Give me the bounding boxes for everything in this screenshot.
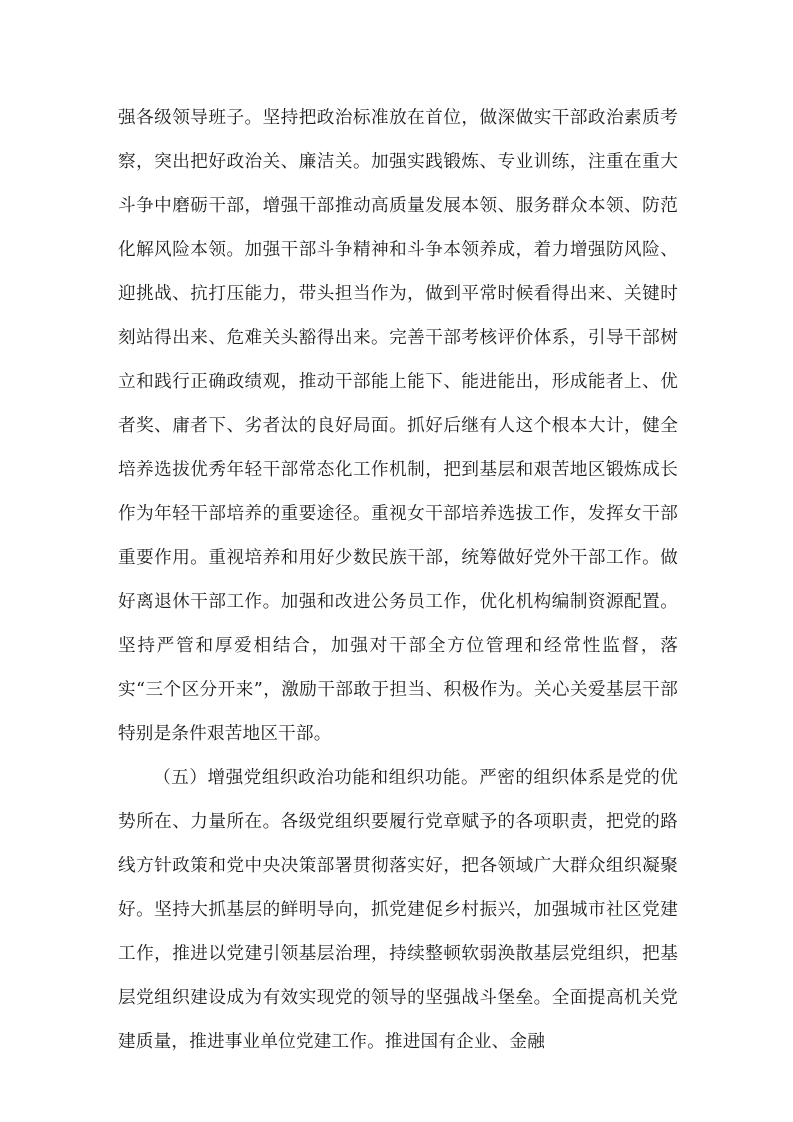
page-content: [118, 96, 678, 1064]
body-paragraph-1: 强各级领导班子。坚持把政治标准放在首位，做深做实干部政治素质考察，突出把好政治关、廉洁关。加强实践锻炼、专业训练，注重在重大斗争中磨砺干部，增强干部推动高质量发展本领、服务群众本领、防范化解风险本领。加强干部斗争精神和斗争本领养成，着力增强防风险、迎挑战、抗打压能力，带头担当作为，做到平常时候看得出来、关键时刻站得出来、危难关头豁得出来。完善干部考核评价体系，引导干部树立和践行正确政绩观，推动干部能上能下、能进能出，形成能者上、优者奖、庸者下、劣者汰的良好局面。抓好后继有人这个根本大计，健全培养选拔优秀年轻干部常态化工作机制，把到基层和艰苦地区锻炼成长作为年轻干部培养的重要途径。重视女干部培养选拔工作，发挥女干部重要作用。重视培养和用好少数民族干部，统筹做好党外干部工作。做好离退休干部工作。加强和改进公务员工作，优化机构编制资源配置。坚持严管和厚爱相结合，加强对干部全方位管理和经常性监督，落实“三个区分开来”，激励干部敢于担当、积极作为。关心关爱基层干部特别是条件艰苦地区干部。: [118, 108, 678, 744]
body-paragraph-2: （五）增强党组织政治功能和组织功能。严密的组织体系是党的优势所在、力量所在。各级党组织要履行党章赋予的各项职责，把党的路线方针政策和党中央决策部署贯彻落实好，把各领域广大群众组织凝聚好。坚持大抓基层的鲜明导向，抓党建促乡村振兴，加强城市社区党建工作，推进以党建引领基层治理，持续整顿软弱涣散基层党组织，把基层党组织建设成为有效实现党的领导的坚强战斗堡垒。全面提高机关党建质量，推进事业单位党建工作。推进国有企业、金融: [118, 768, 678, 1052]
